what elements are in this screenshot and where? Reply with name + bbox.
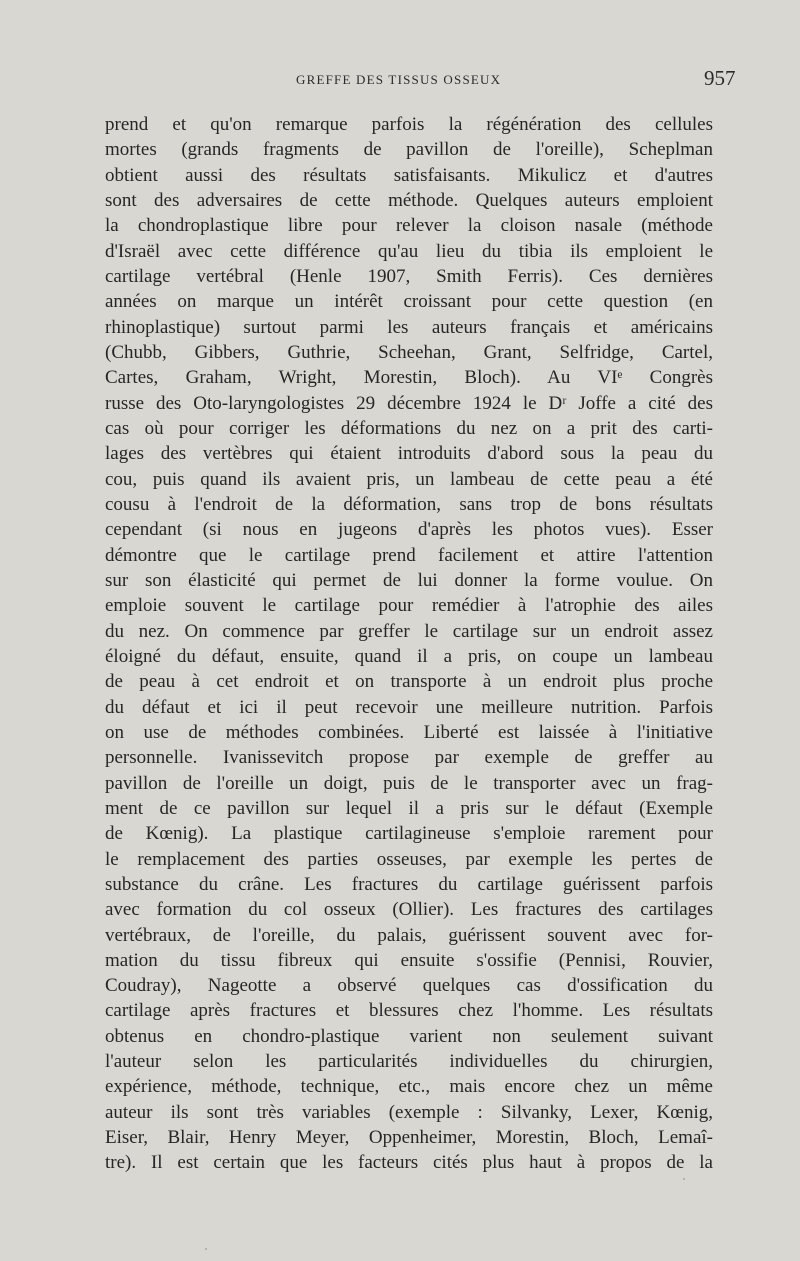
text-line: lages des vertèbres qui étaient introduits d'abord sous la peau du (105, 443, 713, 465)
text-line: personnelle. Ivanissevitch propose par exemple de greffer au (105, 747, 713, 769)
text-line: substance du crâne. Les fractures du cartilage guérissent parfois (105, 873, 713, 895)
text-line: avec formation du col osseux (Ollier). Les fractures des cartilages (105, 899, 713, 921)
text-line: le remplacement des parties osseuses, par exemple les pertes de (105, 848, 713, 870)
text-line: cartilage vertébral (Henle 1907, Smith Ferris). Ces dernières (105, 265, 713, 287)
text-line: cependant (si nous en jugeons d'après les photos vues). Esser (105, 519, 713, 541)
text-line: la chondroplastique libre pour relever la cloison nasale (méthode (105, 215, 713, 237)
text-line: cousu à l'endroit de la déformation, sans trop de bons résultats (105, 493, 713, 515)
text-line: du défaut et ici il peut recevoir une meilleure nutrition. Parfois (105, 696, 713, 718)
text-line: années on marque un intérêt croissant pour cette question (en (105, 291, 713, 313)
text-line: vertébraux, de l'oreille, du palais, guérissent souvent avec for- (105, 924, 713, 946)
text-line: russe des Oto-laryngologistes 29 décembre 1924 le Dʳ Joffe a cité des (105, 392, 713, 414)
text-line: du nez. On commence par greffer le cartilage sur un endroit assez (105, 620, 713, 642)
text-line: auteur ils sont très variables (exemple : Silvanky, Lexer, Kœnig, (105, 1101, 713, 1123)
text-line: cou, puis quand ils avaient pris, un lambeau de cette peau a été (105, 468, 713, 490)
text-line: on use de méthodes combinées. Liberté est laissée à l'initiative (105, 721, 713, 743)
text-line: Coudray), Nageotte a observé quelques cas d'ossification du (105, 975, 713, 997)
text-line: obtient aussi des résultats satisfaisants. Mikulicz et d'autres (105, 164, 713, 186)
text-line: mation du tissu fibreux qui ensuite s'ossifie (Pennisi, Rouvier, (105, 949, 713, 971)
text-line: mortes (grands fragments de pavillon de l'oreille), Scheplman (105, 139, 713, 161)
text-line: cartilage après fractures et blessures chez l'homme. Les résultats (105, 1000, 713, 1022)
page-number: 957 (704, 66, 736, 90)
body-text (105, 112, 713, 1176)
text-line: rhinoplastique) surtout parmi les auteurs français et américains (105, 316, 713, 338)
text-line: sont des adversaires de cette méthode. Quelques auteurs emploient (105, 189, 713, 211)
text-line: d'Israël avec cette différence qu'au lieu du tibia ils emploient le (105, 240, 713, 262)
text-line: tre). Il est certain que les facteurs cités plus haut à propos de la (105, 1152, 713, 1174)
text-line: prend et qu'on remarque parfois la régénération des cellules (105, 114, 713, 135)
text-line: Cartes, Graham, Wright, Morestin, Bloch). Au VIᵉ Congrès (105, 367, 713, 389)
text-line: de peau à cet endroit et on transporte à un endroit plus proche (105, 671, 713, 693)
text-line: cas où pour corriger les déformations du nez on a prit des carti- (105, 417, 713, 439)
text-line: (Chubb, Gibbers, Guthrie, Scheehan, Grant, Selfridge, Cartel, (105, 341, 713, 363)
text-line: Eiser, Blair, Henry Meyer, Oppenheimer, Morestin, Bloch, Lemaî- (105, 1127, 713, 1149)
text-line: démontre que le cartilage prend facilement et attire l'attention (105, 544, 713, 566)
paper-speck (205, 1248, 207, 1250)
text-line: éloigné du défaut, ensuite, quand il a pris, on coupe un lambeau (105, 645, 713, 667)
text-line: de Kœnig). La plastique cartilagineuse s'emploie rarement pour (105, 823, 713, 845)
text-line: obtenus en chondro-plastique varient non seulement suivant (105, 1025, 713, 1047)
paper-speck (683, 1178, 685, 1180)
text-line: expérience, méthode, technique, etc., mais encore chez un même (105, 1076, 713, 1098)
page-header (0, 66, 800, 90)
running-title: GREFFE DES TISSUS OSSEUX (296, 72, 502, 87)
text-line: sur son élasticité qui permet de lui donner la forme voulue. On (105, 569, 713, 591)
text-line: pavillon de l'oreille un doigt, puis de le transporter avec un frag- (105, 772, 713, 794)
text-line: emploie souvent le cartilage pour remédier à l'atrophie des ailes (105, 595, 713, 617)
text-line: l'auteur selon les particularités individuelles du chirurgien, (105, 1051, 713, 1073)
text-line: ment de ce pavillon sur lequel il a pris sur le défaut (Exemple (105, 797, 713, 819)
